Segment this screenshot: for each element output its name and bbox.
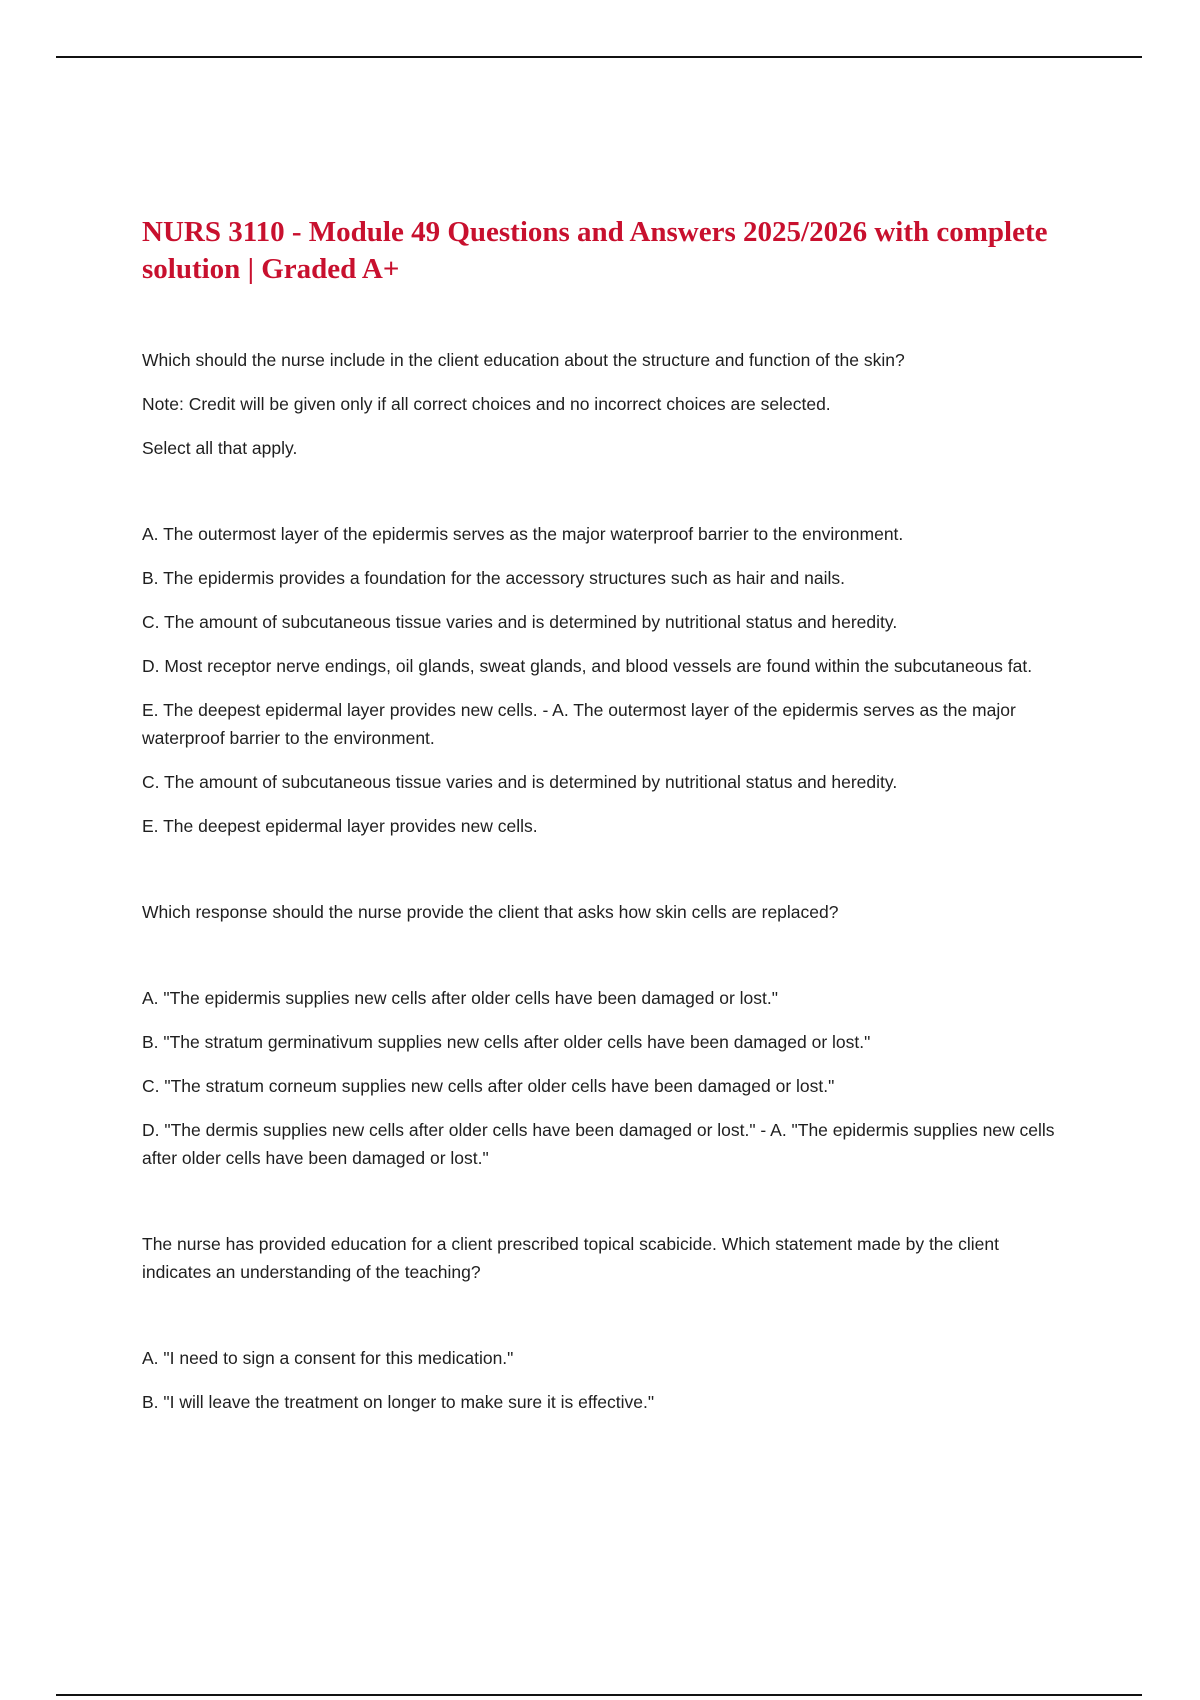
question-1-option: B. The epidermis provides a foundation for the accessory structures such as hair and nails. — [142, 568, 845, 588]
document-title: NURS 3110 - Module 49 Questions and Answers 2025/2026 with complete solution | Graded A+ — [142, 216, 1048, 285]
question-1-text: Which should the nurse include in the client education about the structure and function of the skin? — [142, 350, 905, 370]
question-block-1 — [142, 346, 1067, 840]
top-rule — [56, 56, 1142, 58]
question-1-option: C. The amount of subcutaneous tissue varies and is determined by nutritional status and heredity. — [142, 612, 898, 632]
spacer — [142, 856, 1067, 898]
question-block-2 — [142, 898, 1067, 1172]
question-1-answer: E. The deepest epidermal layer provides new cells. — [142, 816, 538, 836]
question-2-text: Which response should the nurse provide the client that asks how skin cells are replaced? — [142, 902, 839, 922]
spacer — [142, 478, 1067, 520]
bottom-rule — [56, 1694, 1142, 1696]
question-1-option-answer: E. The deepest epidermal layer provides new cells. - A. The outermost layer of the epidermis serves as the major waterproof barrier to the environment. — [142, 700, 1016, 748]
question-2-option: C. "The stratum corneum supplies new cells after older cells have been damaged or lost." — [142, 1076, 835, 1096]
question-3-option: B. "I will leave the treatment on longer to make sure it is effective." — [142, 1392, 655, 1412]
question-1-option: A. The outermost layer of the epidermis serves as the major waterproof barrier to the environment. — [142, 524, 904, 544]
question-3-text: The nurse has provided education for a client prescribed topical scabicide. Which statement made by the client indicates an understanding of the teaching? — [142, 1234, 999, 1282]
question-1-instruction: Select all that apply. — [142, 438, 298, 458]
question-1-answer: C. The amount of subcutaneous tissue varies and is determined by nutritional status and heredity. — [142, 772, 898, 792]
question-3-option: A. "I need to sign a consent for this medication." — [142, 1348, 514, 1368]
document-body — [142, 214, 1067, 1432]
question-2-option: A. "The epidermis supplies new cells after older cells have been damaged or lost." — [142, 988, 778, 1008]
question-2-option-answer: D. "The dermis supplies new cells after older cells have been damaged or lost." - A. "The epidermis supplies new cells after older cells have been damaged or lost." — [142, 1120, 1055, 1168]
spacer — [142, 1302, 1067, 1344]
question-1-note: Note: Credit will be given only if all correct choices and no incorrect choices are selected. — [142, 394, 831, 414]
spacer — [142, 942, 1067, 984]
question-block-3 — [142, 1230, 1067, 1416]
question-2-option: B. "The stratum germinativum supplies new cells after older cells have been damaged or lost." — [142, 1032, 871, 1052]
spacer — [142, 1188, 1067, 1230]
question-1-option: D. Most receptor nerve endings, oil glands, sweat glands, and blood vessels are found within the subcutaneous fat. — [142, 656, 1033, 676]
